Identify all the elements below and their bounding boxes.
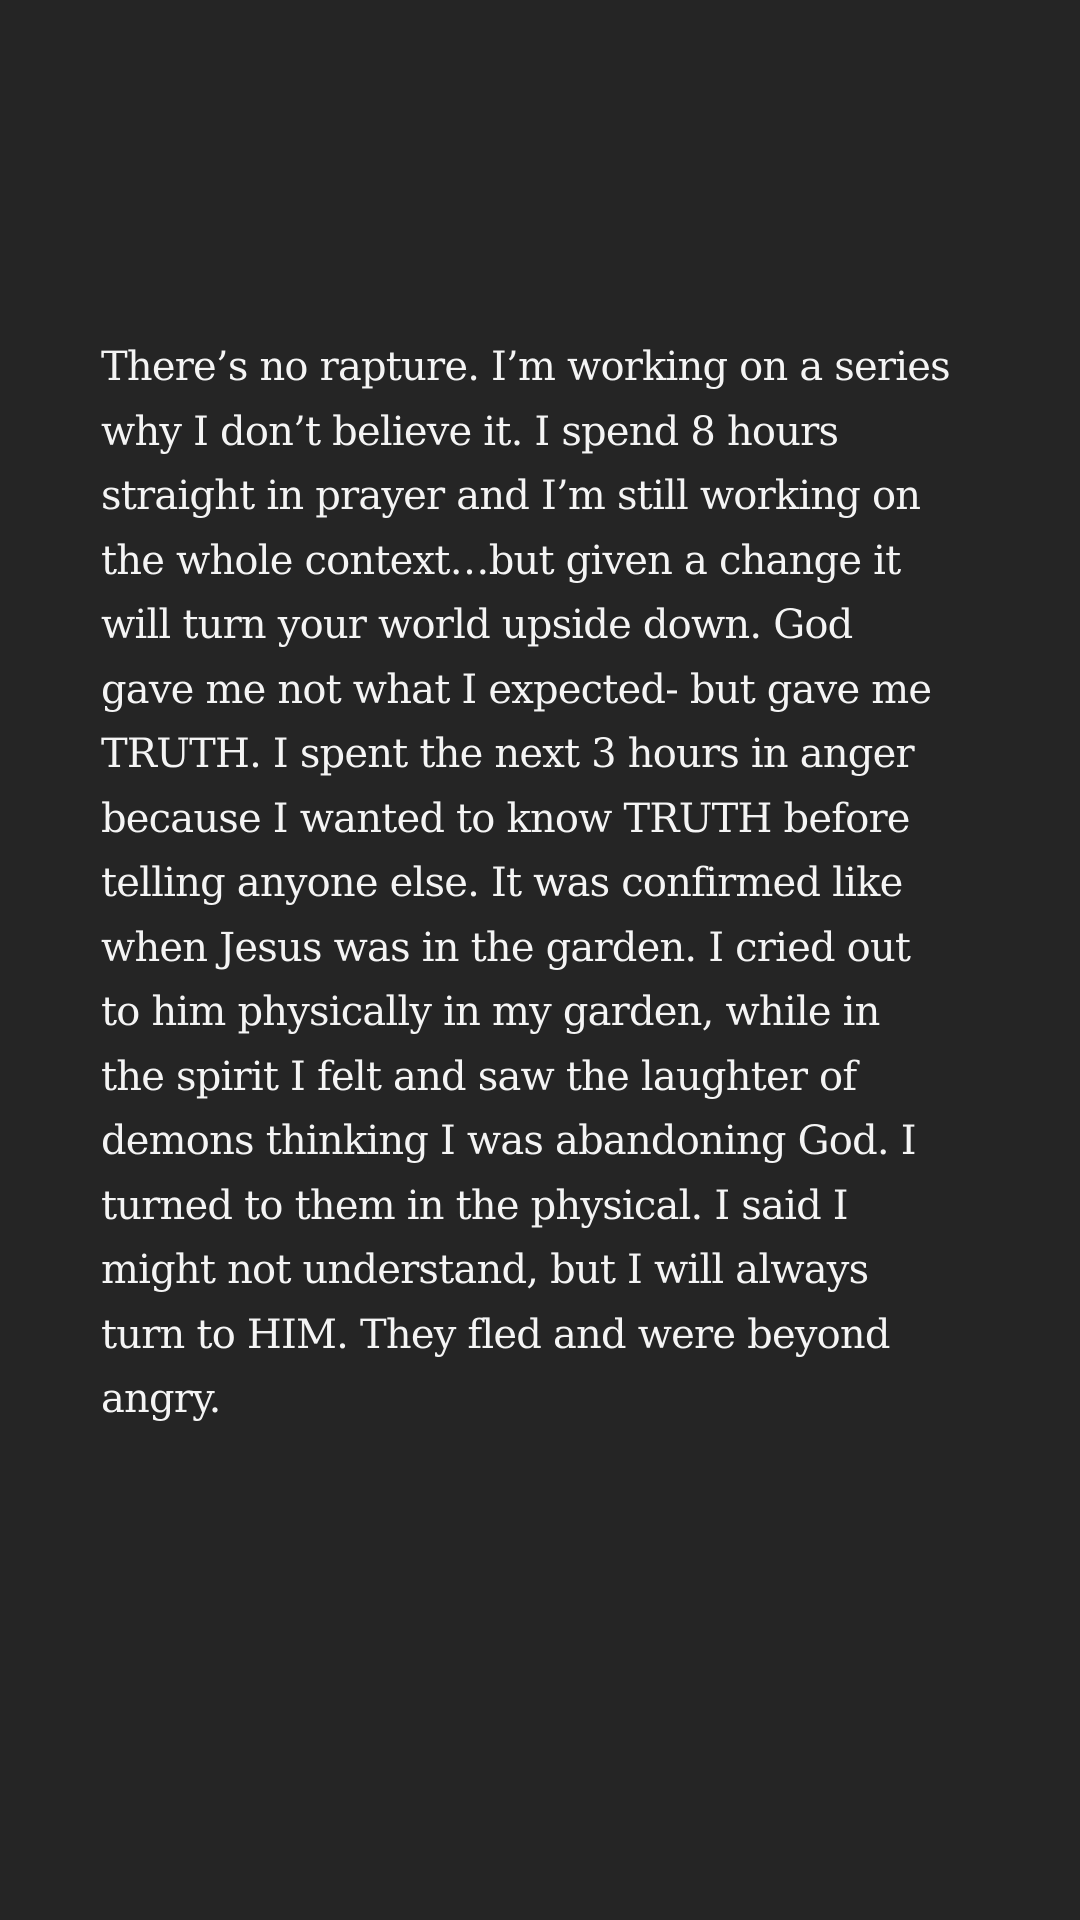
- story-text-line: the whole context…but given a change it: [101, 537, 901, 584]
- story-text-line: telling anyone else. It was confirmed like: [101, 860, 903, 906]
- story-text-line: might not understand, but I will always: [101, 1247, 869, 1293]
- story-text-line: because I wanted to know TRUTH before: [101, 795, 910, 842]
- story-text-line: turned to them in the physical. I said I: [101, 1182, 848, 1229]
- story-text-line: when Jesus was in the garden. I cried out: [101, 924, 911, 971]
- story-text-line: why I don’t believe it. I spend 8 hours: [101, 408, 839, 455]
- story-text-line: angry.: [101, 1376, 221, 1422]
- story-text-line: to him physically in my garden, while in: [101, 989, 880, 1035]
- story-text-line: turn to HIM. They fled and were beyond: [101, 1311, 890, 1358]
- story-text-line: gave me not what I expected- but gave me: [101, 666, 932, 713]
- story-text-line: demons thinking I was abandoning God. I: [101, 1118, 916, 1164]
- story-text-line: will turn your world upside down. God: [101, 602, 853, 648]
- story-text-line: TRUTH. I spent the next 3 hours in anger: [101, 731, 914, 777]
- story-text-line: the spirit I felt and saw the laughter of: [101, 1053, 857, 1100]
- story-text-line: straight in prayer and I’m still working on: [101, 473, 921, 519]
- story-text-line: There’s no rapture. I’m working on a series: [101, 344, 950, 390]
- story-text-block: [101, 335, 961, 1432]
